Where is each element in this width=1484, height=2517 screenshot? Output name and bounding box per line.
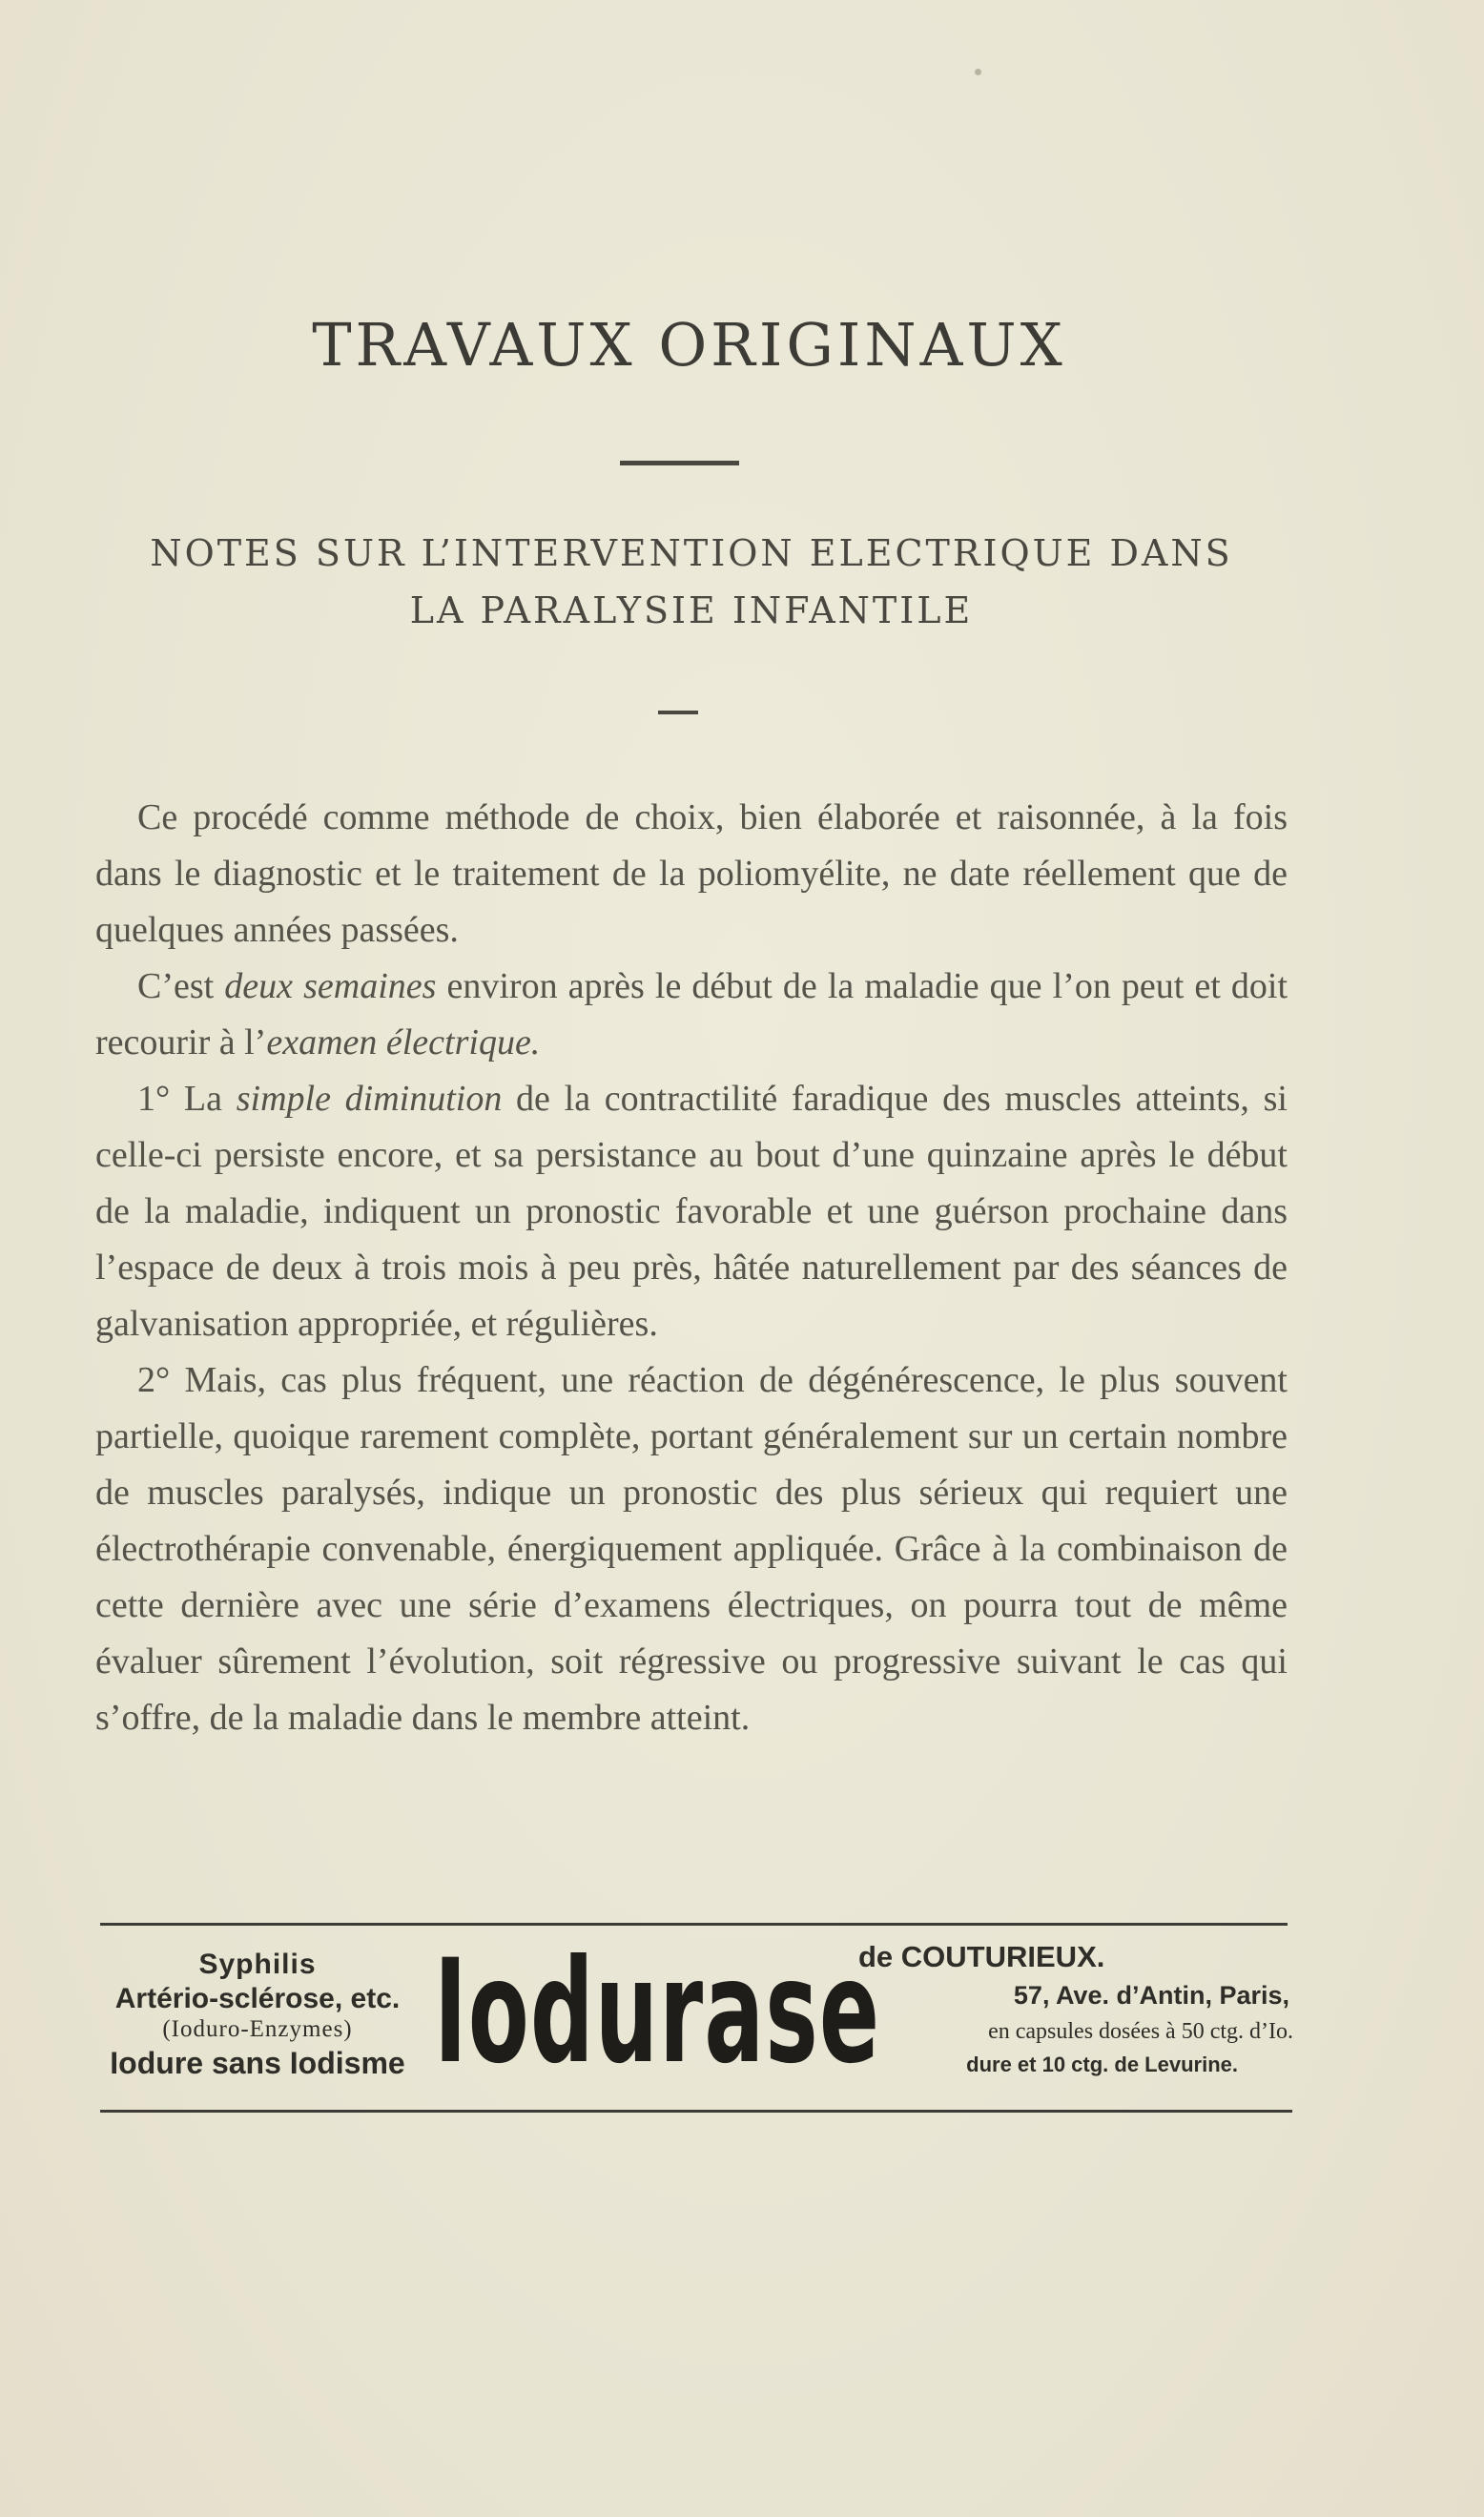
paragraph-4: 2° Mais, cas plus fréquent, une réaction de dégénérescence, le plus souvent partielle, quoique rarement complète, portant généralement sur un certain nombre de muscles paralysés, indique un pronostic des plus sérieux qui requiert une électrothérapie convenable, énergiquement appliquée. Grâce à la combinaison de cette dernière avec une série d’examens électriques, on pourra tout de même évaluer sûrement l’évolution, soit régressive ou progressive suivant le cas qui s’offre, de la maladie dans le membre atteint. — [95, 1360, 1288, 1738]
paragraph-3 — [95, 1071, 1288, 1352]
advertisement-brand-name: Iodurase — [434, 1929, 881, 2095]
advertisement-indications — [91, 1948, 424, 2083]
paragraph-2-text-b: environ après le début de la maladie que l’on peut et doit recourir à l’ — [95, 966, 1288, 1063]
section-title: TRAVAUX ORIGINAUX — [312, 310, 1066, 380]
paragraph-2-emphasis-1: deux semaines — [224, 966, 437, 1006]
paragraph-2 — [95, 959, 1288, 1071]
title-divider — [620, 461, 739, 465]
paragraph-1: Ce procédé comme méthode de choix, bien élaborée et raisonnée, à la fois dans le diagnostic et le traitement de la poliomyélite, ne date réellement que de quelques années passées. — [95, 797, 1288, 950]
paragraph-3-emphasis: simple diminution — [236, 1079, 503, 1119]
ad-maker: de COUTURIEUX. — [858, 1940, 1105, 1973]
paragraph-2-emphasis-2: examen électrique. — [266, 1022, 541, 1063]
article-title-line-2: LA PARALYSIE INFANTILE — [409, 589, 974, 631]
subtitle-divider — [658, 711, 698, 714]
ad-indication-arteriosclerose: Artério-sclérose, etc. — [114, 1983, 401, 2014]
ad-indication-syphilis: Syphilis — [198, 1949, 317, 1980]
paragraph-3-text: de la contractilité faradique des muscles atteints, si celle-ci persiste encore, et sa persistance au bout d’une quinzaine après le début de la maladie, indiquent un pronostic favorable et une guérson prochaine dans l’espace de deux à trois mois à peu près, hâtée naturellement par des séances de galvanisation appropriée, et régulières. — [95, 1079, 1288, 1344]
article-title — [57, 525, 1326, 639]
ad-dosage: en capsules dosées à 50 ctg. d’Io. — [988, 2019, 1293, 2044]
ad-indication-iodure: Iodure sans Iodisme — [110, 2046, 405, 2080]
advertisement-maker-info — [854, 1938, 1297, 2081]
article-title-line-1: NOTES SUR L’INTERVENTION ELECTRIQUE DANS — [150, 532, 1233, 574]
ad-address: 57, Ave. d’Antin, Paris, — [1013, 1981, 1289, 2010]
paragraph-3-number: 1° La — [137, 1079, 237, 1119]
ad-indication-enzymes: (Ioduro-Enzymes) — [162, 2016, 353, 2042]
paper-speck — [975, 69, 981, 75]
advertisement-top-rule — [100, 1923, 1288, 1926]
ad-dosage-continued: dure et 10 ctg. de Levurine. — [966, 2053, 1238, 2076]
article-body — [95, 790, 1288, 1746]
paragraph-2-text-a: C’est — [137, 966, 225, 1006]
advertisement-bottom-rule — [100, 2110, 1292, 2113]
